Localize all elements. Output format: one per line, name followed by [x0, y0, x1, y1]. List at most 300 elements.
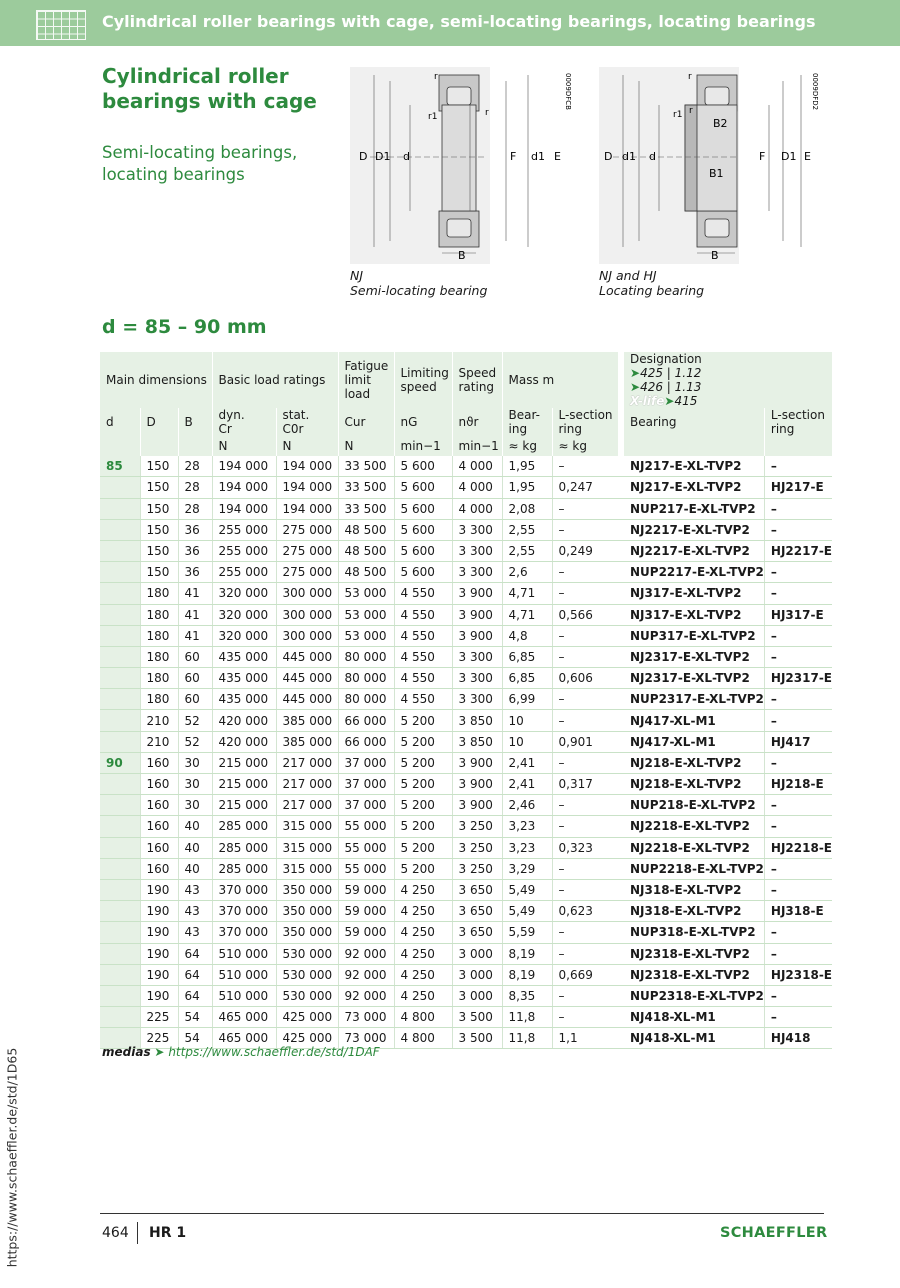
cell-ng: 4 250: [394, 901, 452, 922]
cell-ng: 4 550: [394, 583, 452, 604]
cell-c0r: 530 000: [276, 964, 338, 985]
cell-lsection-designation: –: [764, 710, 832, 731]
table-row: [100, 604, 832, 625]
cell-cur: 37 000: [338, 752, 394, 773]
cell-nr: 4 000: [452, 456, 502, 477]
cell-ml: –: [552, 625, 618, 646]
cell-cr: 215 000: [212, 774, 276, 795]
cell-lsection-designation: HJ2317-E: [764, 668, 832, 689]
cell-nr: 3 000: [452, 943, 502, 964]
cell-cr: 370 000: [212, 922, 276, 943]
cell-c0r: 217 000: [276, 795, 338, 816]
label-d1: d1: [531, 150, 545, 163]
cell-B: 60: [178, 668, 212, 689]
cell-D: 190: [140, 922, 178, 943]
cell-nr: 4 000: [452, 477, 502, 498]
designation-label: Designation: [630, 352, 702, 366]
cell-lsection-designation: –: [764, 816, 832, 837]
cell-lsection-designation: HJ417: [764, 731, 832, 752]
cell-ml: –: [552, 710, 618, 731]
cell-m: 1,95: [502, 456, 552, 477]
figure-nj-hj-locating: [599, 67, 739, 264]
th-dyn-symbol: Cr: [218, 422, 232, 436]
cell-D: 180: [140, 625, 178, 646]
cell-m: 10: [502, 731, 552, 752]
cell-B: 28: [178, 498, 212, 519]
cell-cur: 92 000: [338, 985, 394, 1006]
cell-cur: 80 000: [338, 668, 394, 689]
cell-d: [100, 795, 140, 816]
cell-c0r: 425 000: [276, 1028, 338, 1049]
label-D: D: [359, 150, 368, 163]
table-row: [100, 498, 832, 519]
cell-designation: NUP2217-E-XL-TVP2: [624, 562, 764, 583]
cell-ml: 0,606: [552, 668, 618, 689]
label-B2: B2: [713, 117, 728, 130]
label-F: F: [510, 150, 517, 163]
header-bar: [0, 0, 900, 46]
cell-m: 11,8: [502, 1007, 552, 1028]
cell-ng: 5 600: [394, 456, 452, 477]
th-mass: Mass m: [502, 352, 618, 408]
th-nr: nϑr: [452, 408, 502, 436]
page-subtitle: Semi-locating bearings, locating bearings: [102, 143, 298, 184]
cell-d: [100, 646, 140, 667]
cell-designation: NJ2318-E-XL-TVP2: [624, 964, 764, 985]
table-row: [100, 646, 832, 667]
cell-ml: –: [552, 922, 618, 943]
cell-lsection-designation: HJ218-E: [764, 774, 832, 795]
cell-cr: 420 000: [212, 710, 276, 731]
cell-ng: 4 250: [394, 922, 452, 943]
cell-ml: –: [552, 689, 618, 710]
medias-label: medias: [102, 1045, 151, 1059]
side-url[interactable]: https://www.schaeffler.de/std/1D65: [4, 1047, 20, 1268]
cell-d: [100, 922, 140, 943]
bearing-table: [100, 352, 832, 1049]
cell-D: 150: [140, 519, 178, 540]
cell-nr: 3 900: [452, 604, 502, 625]
table-row: [100, 837, 832, 858]
label-F: F: [759, 150, 766, 163]
cell-ml: –: [552, 646, 618, 667]
cell-B: 54: [178, 1028, 212, 1049]
cell-nr: 3 250: [452, 816, 502, 837]
cell-designation: NJ417-XL-M1: [624, 710, 764, 731]
cell-nr: 3 500: [452, 1028, 502, 1049]
label-E: E: [804, 150, 811, 163]
cell-ml: –: [552, 795, 618, 816]
cell-c0r: 315 000: [276, 858, 338, 879]
cell-B: 43: [178, 922, 212, 943]
cell-D: 210: [140, 710, 178, 731]
cell-c0r: 194 000: [276, 498, 338, 519]
cell-cr: 255 000: [212, 519, 276, 540]
cell-designation: NJ2317-E-XL-TVP2: [624, 668, 764, 689]
cell-cur: 48 500: [338, 562, 394, 583]
cell-d: [100, 816, 140, 837]
label-r-top: r: [688, 72, 692, 82]
cell-ml: –: [552, 583, 618, 604]
table-row: [100, 922, 832, 943]
cell-B: 28: [178, 456, 212, 477]
cell-m: 2,41: [502, 752, 552, 773]
cell-D: 160: [140, 774, 178, 795]
cell-ng: 4 250: [394, 879, 452, 900]
cell-ml: –: [552, 752, 618, 773]
cell-c0r: 445 000: [276, 668, 338, 689]
cell-d: [100, 689, 140, 710]
cell-cr: 320 000: [212, 625, 276, 646]
document-code: HR 1: [149, 1225, 187, 1241]
cell-cr: 215 000: [212, 795, 276, 816]
figure-nj-right-labels: [440, 67, 580, 264]
unit-n: N: [276, 436, 338, 456]
table-row: [100, 689, 832, 710]
label-r: r: [485, 108, 489, 118]
cell-lsection-designation: –: [764, 879, 832, 900]
cell-cur: 55 000: [338, 837, 394, 858]
cell-d: [100, 964, 140, 985]
cell-nr: 3 900: [452, 774, 502, 795]
table-row: [100, 583, 832, 604]
cell-c0r: 194 000: [276, 456, 338, 477]
cell-B: 30: [178, 774, 212, 795]
cell-ng: 5 200: [394, 710, 452, 731]
cell-ng: 4 250: [394, 964, 452, 985]
cell-d: 85: [100, 456, 140, 477]
cell-cr: 320 000: [212, 583, 276, 604]
label-r-top: r: [434, 72, 438, 82]
cell-cur: 53 000: [338, 583, 394, 604]
cell-d: [100, 519, 140, 540]
cell-d: [100, 668, 140, 689]
cell-m: 1,95: [502, 477, 552, 498]
cell-d: [100, 879, 140, 900]
caption-desc: Locating bearing: [599, 283, 705, 298]
designation-ref-415[interactable]: 415: [674, 394, 698, 408]
range-title: d = 85 – 90 mm: [102, 316, 267, 338]
cell-designation: NJ317-E-XL-TVP2: [624, 583, 764, 604]
cell-B: 52: [178, 731, 212, 752]
cell-lsection-designation: –: [764, 583, 832, 604]
cell-m: 3,23: [502, 837, 552, 858]
cell-nr: 3 300: [452, 562, 502, 583]
cell-m: 2,08: [502, 498, 552, 519]
th-bearing-mass: Bear-ing: [502, 408, 552, 436]
cell-designation: NJ2217-E-XL-TVP2: [624, 540, 764, 561]
cell-cr: 370 000: [212, 901, 276, 922]
cell-nr: 3 300: [452, 519, 502, 540]
cell-cr: 255 000: [212, 540, 276, 561]
cell-d: [100, 985, 140, 1006]
cell-ml: –: [552, 562, 618, 583]
cell-D: 225: [140, 1007, 178, 1028]
header-row-2: [100, 408, 832, 436]
cell-c0r: 385 000: [276, 710, 338, 731]
cell-B: 36: [178, 519, 212, 540]
footer-divider: [100, 1213, 824, 1214]
cell-d: [100, 498, 140, 519]
caption-type: NJ: [350, 268, 364, 283]
table-row: [100, 710, 832, 731]
cell-lsection-designation: –: [764, 456, 832, 477]
th-stat: [276, 408, 338, 436]
cell-designation: NJ2218-E-XL-TVP2: [624, 816, 764, 837]
cell-ng: 4 550: [394, 668, 452, 689]
cell-ml: 0,566: [552, 604, 618, 625]
header-title: Cylindrical roller bearings with cage, semi-locating bearings, locating bearings: [102, 12, 816, 31]
cell-ml: 0,323: [552, 837, 618, 858]
cell-ng: 5 600: [394, 477, 452, 498]
cell-m: 6,99: [502, 689, 552, 710]
cell-ng: 5 200: [394, 837, 452, 858]
cell-nr: 3 000: [452, 985, 502, 1006]
cell-cur: 92 000: [338, 964, 394, 985]
cell-cur: 37 000: [338, 795, 394, 816]
cell-D: 190: [140, 879, 178, 900]
th-dyn-label: dyn.: [218, 408, 245, 422]
cell-lsection-designation: –: [764, 689, 832, 710]
cell-ml: –: [552, 1007, 618, 1028]
cell-c0r: 300 000: [276, 625, 338, 646]
caption-type: NJ and HJ: [599, 268, 657, 283]
cell-c0r: 350 000: [276, 879, 338, 900]
cell-B: 52: [178, 710, 212, 731]
cell-m: 4,8: [502, 625, 552, 646]
label-d1: d1: [622, 150, 636, 163]
cell-cur: 55 000: [338, 816, 394, 837]
cell-designation: NJ2318-E-XL-TVP2: [624, 943, 764, 964]
arrow-icon: ➤: [630, 366, 641, 380]
label-B: B: [711, 249, 719, 262]
figure-code: 0009DFD2: [811, 73, 819, 111]
cell-c0r: 350 000: [276, 901, 338, 922]
cell-designation: NJ217-E-XL-TVP2: [624, 477, 764, 498]
cell-cr: 194 000: [212, 456, 276, 477]
cell-ml: –: [552, 879, 618, 900]
cell-designation: NUP318-E-XL-TVP2: [624, 922, 764, 943]
cell-lsection-designation: –: [764, 1007, 832, 1028]
cell-lsection-designation: HJ217-E: [764, 477, 832, 498]
cell-D: 180: [140, 689, 178, 710]
cell-designation: NJ218-E-XL-TVP2: [624, 752, 764, 773]
unit-n: N: [338, 436, 394, 456]
cell-lsection-designation: HJ2218-E: [764, 837, 832, 858]
label-r1: r1: [428, 112, 438, 122]
cell-lsection-designation: –: [764, 858, 832, 879]
cell-c0r: 530 000: [276, 943, 338, 964]
cell-designation: NUP317-E-XL-TVP2: [624, 625, 764, 646]
cell-nr: 3 300: [452, 668, 502, 689]
table-row: [100, 731, 832, 752]
cell-B: 43: [178, 901, 212, 922]
cell-nr: 3 850: [452, 710, 502, 731]
medias-link[interactable]: [102, 1045, 380, 1059]
cell-designation: NUP2218-E-XL-TVP2: [624, 858, 764, 879]
cell-lsection-designation: HJ2217-E: [764, 540, 832, 561]
cell-lsection-designation: –: [764, 562, 832, 583]
arrow-icon: ➤: [664, 394, 675, 408]
cell-d: [100, 943, 140, 964]
cell-cr: 465 000: [212, 1007, 276, 1028]
cell-lsection-designation: –: [764, 922, 832, 943]
th-cur: Cur: [338, 408, 394, 436]
xlife-logo: X-life: [630, 394, 665, 408]
cell-ng: 5 200: [394, 752, 452, 773]
cell-cur: 33 500: [338, 498, 394, 519]
th-stat-symbol: C0r: [282, 422, 304, 436]
cell-nr: 3 900: [452, 583, 502, 604]
cell-c0r: 315 000: [276, 816, 338, 837]
cell-d: [100, 604, 140, 625]
cell-m: 4,71: [502, 604, 552, 625]
cell-d: [100, 477, 140, 498]
cell-nr: 3 650: [452, 901, 502, 922]
cell-nr: 3 300: [452, 646, 502, 667]
th-dyn: [212, 408, 276, 436]
cell-ml: –: [552, 985, 618, 1006]
cell-ng: 5 600: [394, 498, 452, 519]
cell-cur: 59 000: [338, 879, 394, 900]
cell-designation: NJ418-XL-M1: [624, 1028, 764, 1049]
cell-m: 3,23: [502, 816, 552, 837]
cell-cr: 285 000: [212, 858, 276, 879]
cell-cr: 420 000: [212, 731, 276, 752]
cell-D: 150: [140, 456, 178, 477]
cell-cr: 435 000: [212, 689, 276, 710]
cell-nr: 3 850: [452, 731, 502, 752]
cell-d: [100, 540, 140, 561]
cell-designation: NUP2317-E-XL-TVP2: [624, 689, 764, 710]
cell-lsection-designation: –: [764, 985, 832, 1006]
footer-separator: [137, 1222, 138, 1244]
label-B1: B1: [709, 167, 724, 180]
cell-ng: 4 550: [394, 689, 452, 710]
cell-B: 28: [178, 477, 212, 498]
cell-m: 2,6: [502, 562, 552, 583]
cell-B: 30: [178, 795, 212, 816]
table-row: [100, 752, 832, 773]
cell-cur: 66 000: [338, 710, 394, 731]
cell-d: [100, 710, 140, 731]
cell-ng: 4 550: [394, 625, 452, 646]
cell-D: 190: [140, 964, 178, 985]
th-D: D: [140, 408, 178, 436]
cell-D: 160: [140, 752, 178, 773]
cell-cur: 66 000: [338, 731, 394, 752]
cell-lsection-designation: –: [764, 943, 832, 964]
unit-kg: ≈ kg: [502, 436, 552, 456]
arrow-icon: ➤: [154, 1045, 165, 1059]
cell-designation: NJ2217-E-XL-TVP2: [624, 519, 764, 540]
cell-designation: NJ318-E-XL-TVP2: [624, 879, 764, 900]
designation-ref-425[interactable]: 425 | 1.12: [640, 366, 702, 380]
cell-lsection-designation: –: [764, 752, 832, 773]
cell-D: 160: [140, 795, 178, 816]
cell-cur: 59 000: [338, 922, 394, 943]
th-basic-load-ratings: Basic load ratings: [212, 352, 338, 408]
cell-designation: NJ2317-E-XL-TVP2: [624, 646, 764, 667]
cell-nr: 3 650: [452, 879, 502, 900]
cell-ng: 4 550: [394, 646, 452, 667]
caption-desc: Semi-locating bearing: [350, 283, 488, 298]
cell-c0r: 217 000: [276, 774, 338, 795]
cell-cur: 33 500: [338, 477, 394, 498]
cell-ng: 5 200: [394, 795, 452, 816]
cell-D: 160: [140, 816, 178, 837]
cell-m: 5,59: [502, 922, 552, 943]
unit-min: min−1: [452, 436, 502, 456]
brand-logo: SCHAEFFLER: [720, 1225, 828, 1241]
cell-cur: 53 000: [338, 625, 394, 646]
cell-nr: 3 300: [452, 689, 502, 710]
cell-m: 8,19: [502, 943, 552, 964]
cell-cur: 37 000: [338, 774, 394, 795]
cell-nr: 3 250: [452, 858, 502, 879]
medias-url[interactable]: https://www.schaeffler.de/std/1DAF: [168, 1045, 380, 1059]
cell-cr: 510 000: [212, 964, 276, 985]
cell-ng: 4 250: [394, 943, 452, 964]
cell-d: [100, 562, 140, 583]
cell-c0r: 350 000: [276, 922, 338, 943]
cell-m: 8,35: [502, 985, 552, 1006]
label-r: r: [689, 106, 693, 116]
cell-m: 5,49: [502, 901, 552, 922]
cell-cr: 215 000: [212, 752, 276, 773]
cell-nr: 3 500: [452, 1007, 502, 1028]
cell-cur: 73 000: [338, 1028, 394, 1049]
cell-lsection-designation: –: [764, 646, 832, 667]
cell-m: 6,85: [502, 668, 552, 689]
th-fatigue-limit-load: Fatigue limit load: [338, 352, 394, 408]
cell-ml: –: [552, 498, 618, 519]
cell-ng: 5 600: [394, 519, 452, 540]
cell-designation: NJ318-E-XL-TVP2: [624, 901, 764, 922]
th-B: B: [178, 408, 212, 436]
cell-cr: 435 000: [212, 646, 276, 667]
cell-designation: NJ2218-E-XL-TVP2: [624, 837, 764, 858]
cell-ml: –: [552, 519, 618, 540]
cell-nr: 3 250: [452, 837, 502, 858]
page-number: 464: [102, 1225, 129, 1241]
cell-D: 150: [140, 498, 178, 519]
th-lsection-mass: L-section ring: [552, 408, 618, 436]
cell-c0r: 275 000: [276, 519, 338, 540]
cell-nr: 4 000: [452, 498, 502, 519]
cell-c0r: 385 000: [276, 731, 338, 752]
cell-m: 3,29: [502, 858, 552, 879]
cell-cur: 59 000: [338, 901, 394, 922]
arrow-icon: ➤: [630, 380, 641, 394]
cell-designation: NJ417-XL-M1: [624, 731, 764, 752]
cell-ml: 1,1: [552, 1028, 618, 1049]
table-row: [100, 858, 832, 879]
table-row: [100, 625, 832, 646]
cell-cur: 48 500: [338, 519, 394, 540]
cell-ml: 0,623: [552, 901, 618, 922]
cell-m: 10: [502, 710, 552, 731]
cell-lsection-designation: HJ318-E: [764, 901, 832, 922]
designation-ref-426[interactable]: 426 | 1.13: [640, 380, 702, 394]
th-limiting-speed: Limiting speed: [394, 352, 452, 408]
th-bearing: Bearing: [624, 408, 764, 436]
cell-c0r: 445 000: [276, 689, 338, 710]
cell-cr: 285 000: [212, 816, 276, 837]
cell-m: 2,46: [502, 795, 552, 816]
cell-D: 225: [140, 1028, 178, 1049]
cell-D: 180: [140, 604, 178, 625]
